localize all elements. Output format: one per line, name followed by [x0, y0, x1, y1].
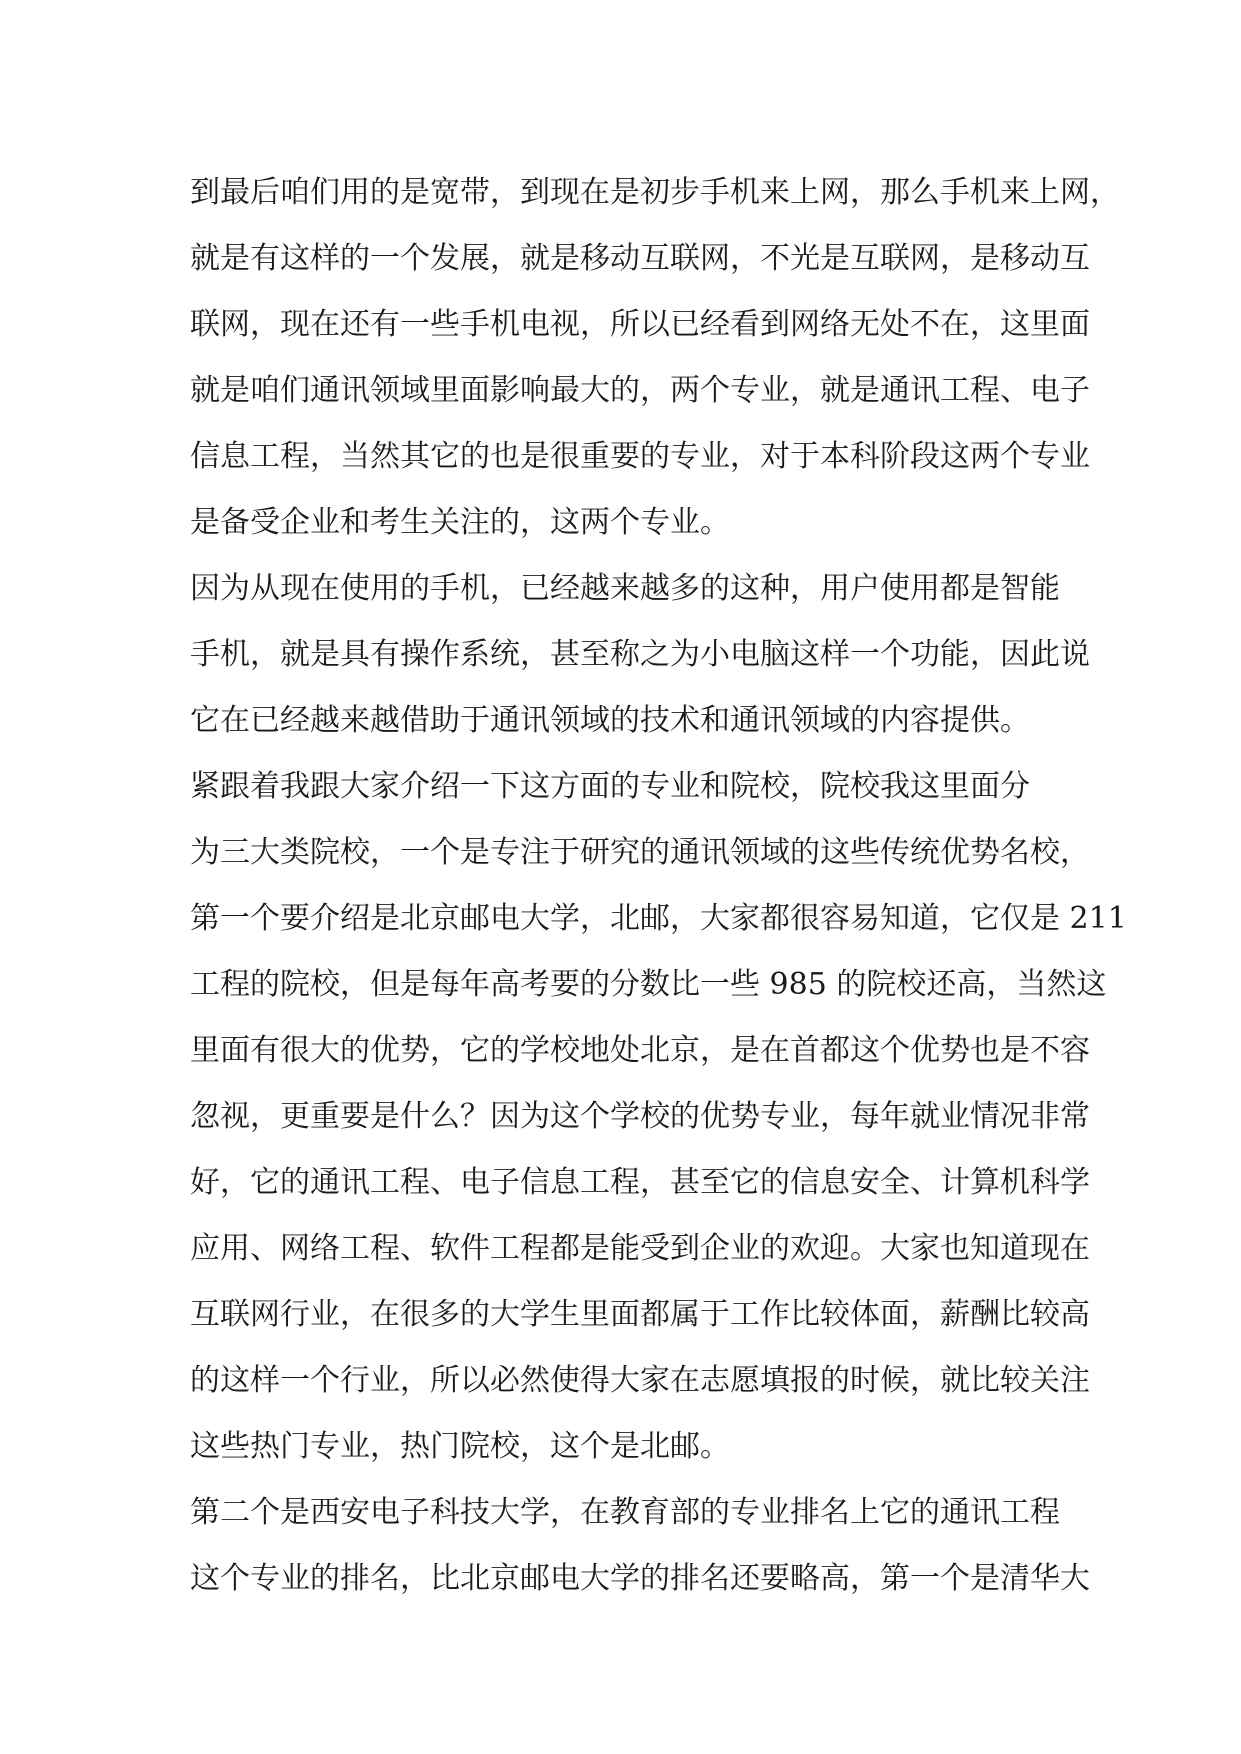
text-line: 手机，就是具有操作系统，甚至称之为小电脑这样一个功能，因此说 — [190, 637, 1090, 672]
text-line: 互联网行业，在很多的大学生里面都属于工作比较体面，薪酬比较高 — [190, 1297, 1090, 1332]
text-line: 它在已经越来越借助于通讯领域的技术和通讯领域的内容提供。 — [190, 703, 1030, 738]
text-line: 的这样一个行业，所以必然使得大家在志愿填报的时候，就比较关注 — [190, 1363, 1090, 1398]
text-line: 就是咱们通讯领域里面影响最大的，两个专业，就是通讯工程、电子 — [190, 373, 1090, 408]
text-line: 好，它的通讯工程、电子信息工程，甚至它的信息安全、计算机科学 — [190, 1165, 1090, 1200]
text-line: 为三大类院校，一个是专注于研究的通讯领域的这些传统优势名校， — [190, 835, 1090, 870]
text-line: 第二个是西安电子科技大学，在教育部的专业排名上它的通讯工程 — [190, 1495, 1060, 1530]
text-line: 是备受企业和考生关注的，这两个专业。 — [190, 505, 730, 540]
text-line: 紧跟着我跟大家介绍一下这方面的专业和院校，院校我这里面分 — [190, 769, 1030, 804]
text-line: 工程的院校，但是每年高考要的分数比一些 985 的院校还高，当然这 — [190, 967, 1107, 1002]
body-text — [190, 160, 1127, 1612]
text-line: 这个专业的排名，比北京邮电大学的排名还要略高，第一个是清华大 — [190, 1561, 1090, 1596]
text-line: 这些热门专业，热门院校，这个是北邮。 — [190, 1429, 730, 1464]
text-line: 到最后咱们用的是宽带，到现在是初步手机来上网，那么手机来上网， — [190, 175, 1120, 210]
text-line: 里面有很大的优势，它的学校地处北京，是在首都这个优势也是不容 — [190, 1033, 1090, 1068]
text-line: 应用、网络工程、软件工程都是能受到企业的欢迎。大家也知道现在 — [190, 1231, 1090, 1266]
text-line: 联网，现在还有一些手机电视，所以已经看到网络无处不在，这里面 — [190, 307, 1090, 342]
text-line: 忽视，更重要是什么？因为这个学校的优势专业，每年就业情况非常 — [190, 1099, 1090, 1134]
text-line: 第一个要介绍是北京邮电大学，北邮，大家都很容易知道，它仅是 211 — [190, 901, 1127, 936]
text-line: 因为从现在使用的手机，已经越来越多的这种，用户使用都是智能 — [190, 571, 1060, 606]
text-line: 信息工程，当然其它的也是很重要的专业，对于本科阶段这两个专业 — [190, 439, 1090, 474]
text-line: 就是有这样的一个发展，就是移动互联网，不光是互联网，是移动互 — [190, 241, 1090, 276]
